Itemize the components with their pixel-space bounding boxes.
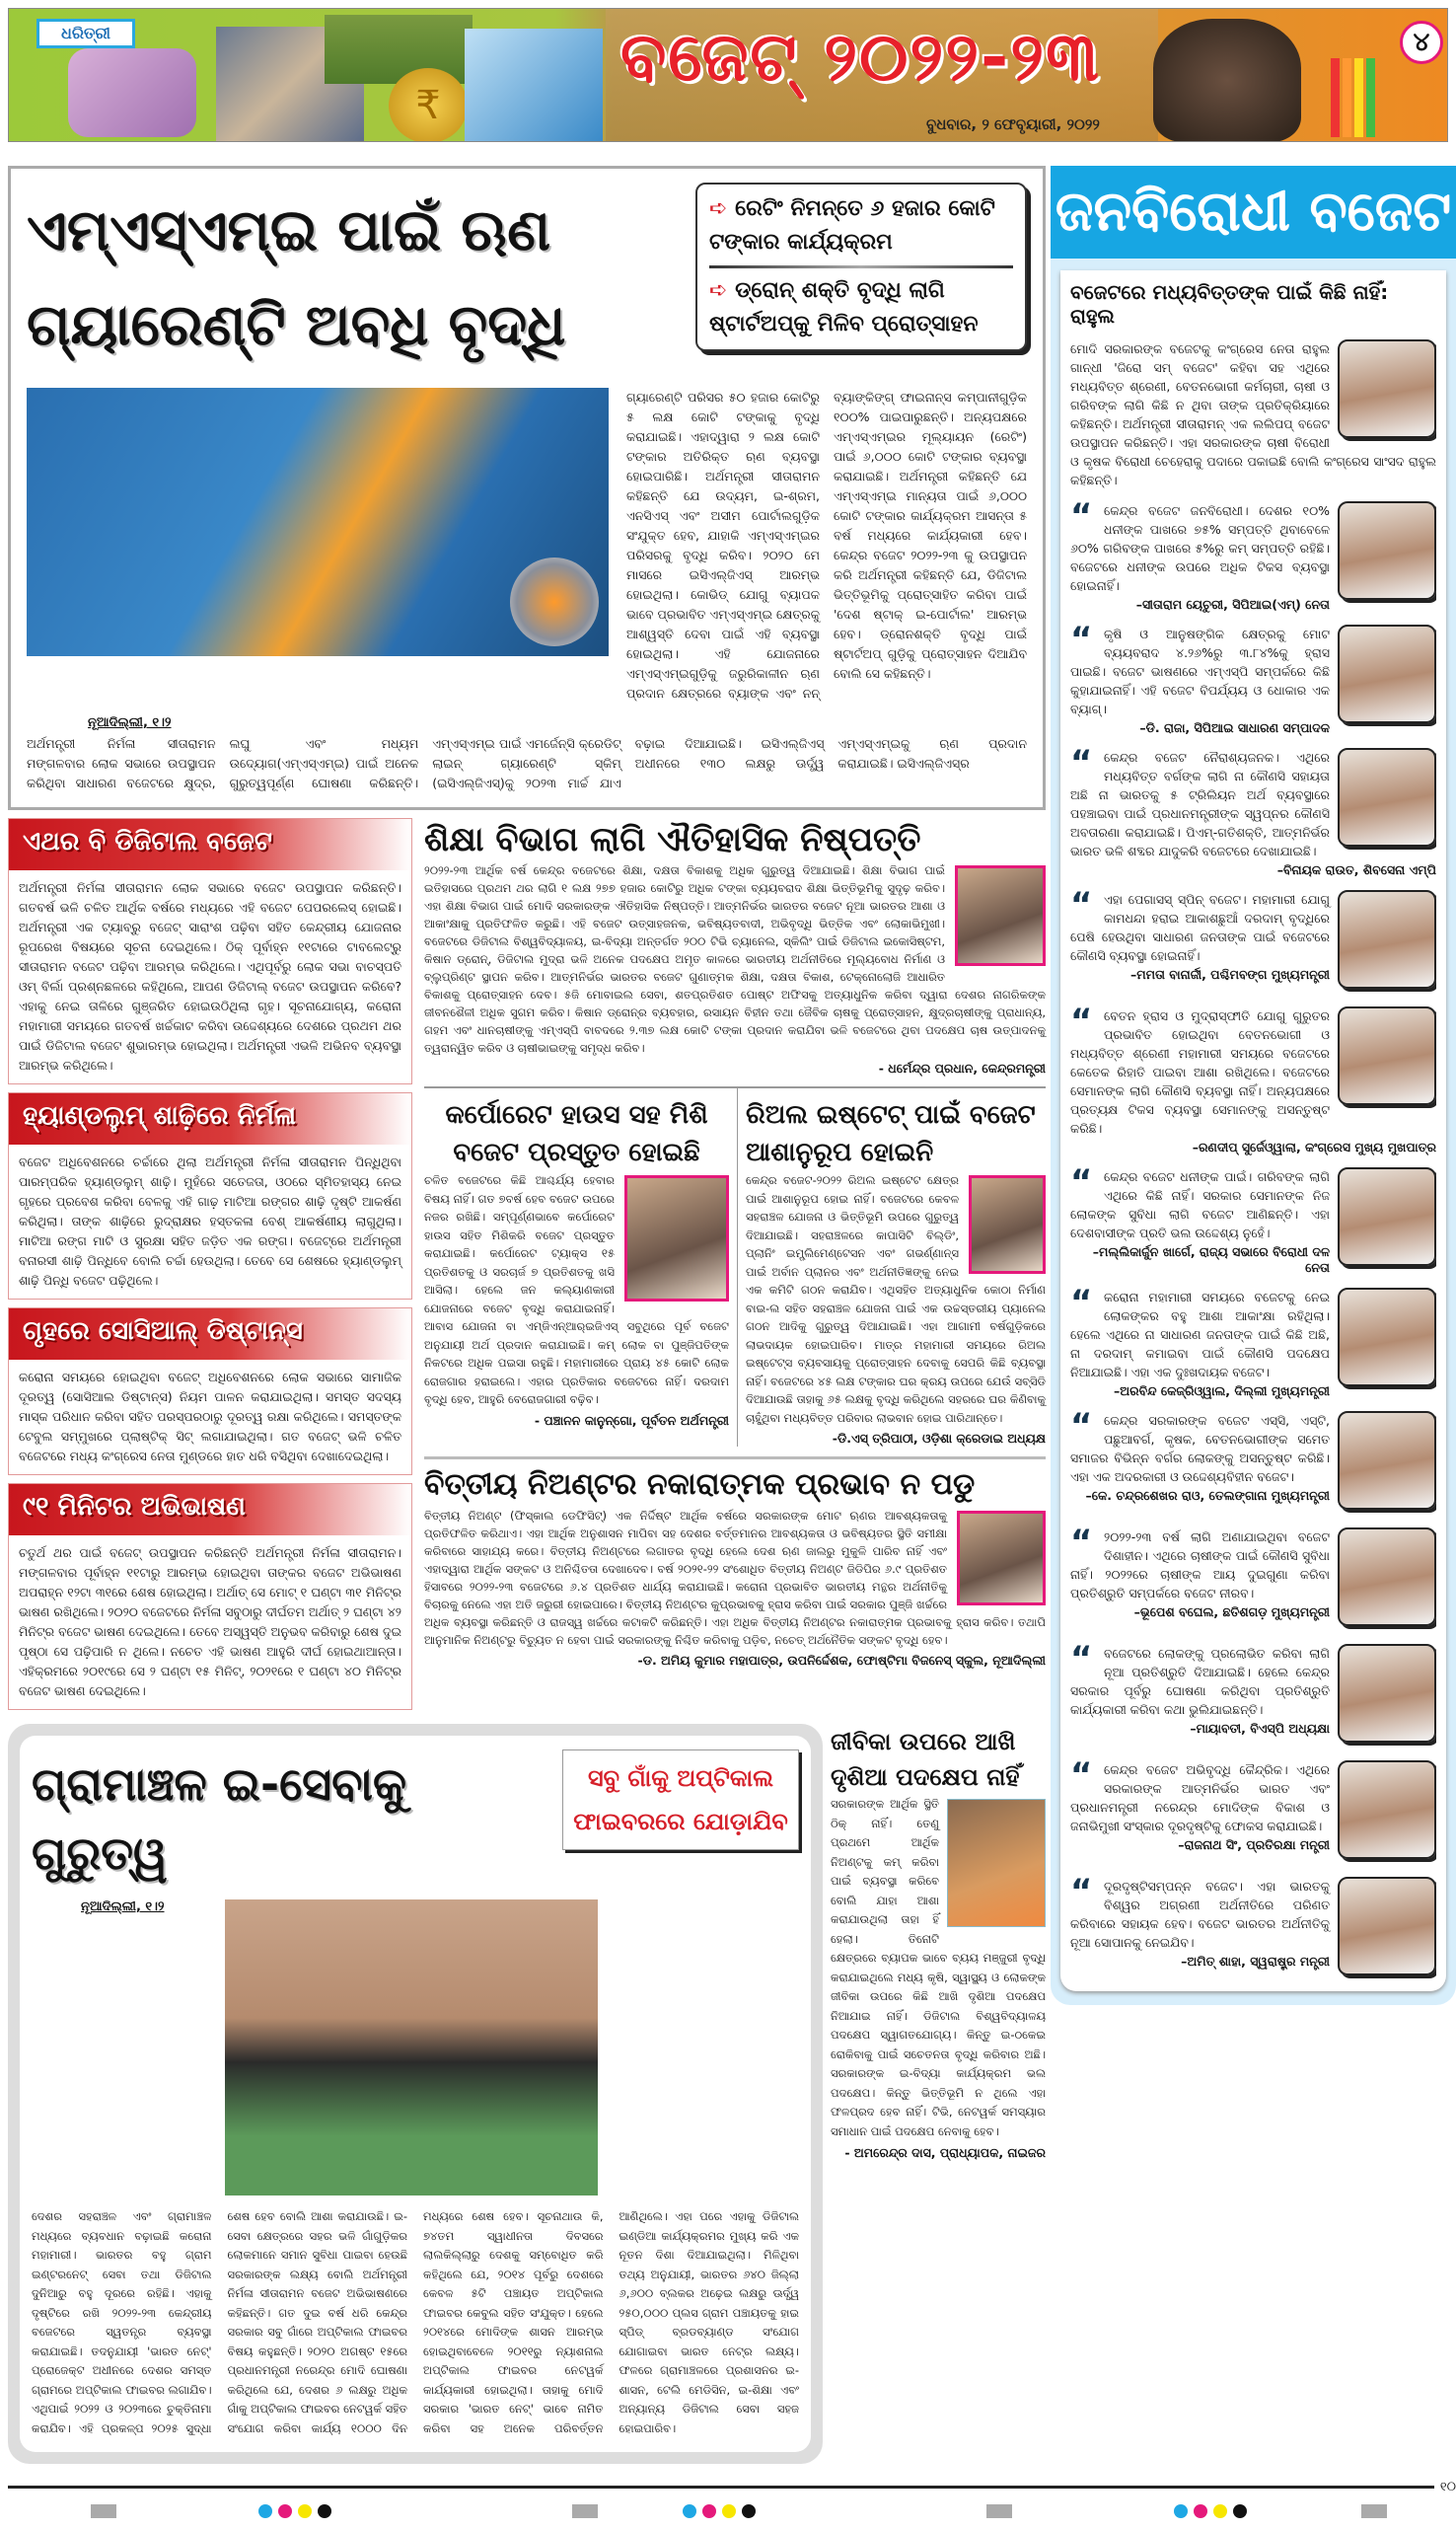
cmyk-dot-black	[742, 2504, 756, 2518]
cmyk-dot-black	[318, 2504, 331, 2518]
registration-mark	[986, 2504, 1012, 2518]
quote-text: ଦୂରଦୃଷ୍ଟିସମ୍ପନ୍ନ ବଜେଟ। ଏହା ଭାରତକୁ ବିଶ୍ୱର ଅଗ୍ରଣୀ ଅର୍ଥନୀତିରେ ପରିଣତ କରିବାରେ ସହାୟକ ହେବ। ବଜେଟ ଭାରତର ଅର୍ଥନୀତିକୁ ନୂଆ ସୋପାନକୁ ନେଇଯିବ।	[1070, 1879, 1330, 1950]
article-headline: ଶିକ୍ଷା ବିଭାଗ ଲାଗି ଐତିହାସିକ ନିଷ୍ପତ୍ତି	[424, 820, 921, 859]
footer-page-number: ୧୦	[1439, 2480, 1456, 2494]
quote-attribution: –ମମତା ବାନାର୍ଜୀ, ପଶ୍ଚିମବଙ୍ଗ ମୁଖ୍ୟମନ୍ତ୍ରୀ	[1130, 967, 1330, 982]
quote-text: କେନ୍ଦ୍ର ବଜେଟ ନୈରାଶ୍ୟଜନକ। ଏଥିରେ ମଧ୍ୟବିତ୍ତ ବର୍ଗଙ୍କ ଲାଗି ନା କୌଣସି ସହାୟତା ଅଛି ନା ଭାରତକୁ ୫ ଟ୍ରିଲିୟନ ଅର୍ଥ ବ୍ୟବସ୍ଥାରେ ପହଞ୍ଚାଇବା ପାଇଁ ପ୍ରଧାନମନ୍ତ୍ରୀଙ୍କ ସ୍ୱପ୍ନର କୌଣସି ଅବତାରଣା କରାଯାଇଛି। ପିଏମ୍-ଗତିଶକ୍ତି, ଆତ୍ମନିର୍ଭର ଭାରତ ଭଳି ଶବ୍ଦର ଯାଦୁକରି ବଜେଟରେ ଦେଖାଯାଇଛି।	[1070, 750, 1330, 858]
rahul-reaction	[1070, 339, 1436, 489]
growth-chart-icon	[1331, 58, 1390, 137]
arrow-right-icon: ➪	[709, 278, 736, 303]
reaction-quote	[1070, 1760, 1436, 1865]
quote-mark-icon: “	[1070, 1411, 1093, 1446]
amiya-mahapatra-photo	[957, 1511, 1046, 1605]
cmyk-dot-yellow	[298, 2504, 312, 2518]
cmyk-dot-cyan	[1174, 2504, 1188, 2518]
byline: - ଅମରେନ୍ଦ୍ର ଦାସ, ପ୍ରାଧ୍ୟାପକ, ନାଇଜର	[844, 2145, 1046, 2160]
quote-attribution: –ସୀତାରାମ ୟେଚୁରୀ, ସିପିଆଇ(ଏମ୍) ନେତା	[1135, 597, 1330, 612]
registration-marks	[0, 2500, 1456, 2530]
section-heading: ହ୍ୟାଣ୍ଡଲୁମ୍ ଶାଢ଼ିରେ ନିର୍ମଳା	[9, 1093, 411, 1145]
byline: - ଧର୍ମେନ୍ଦ୍ର ପ୍ରଧାନ, କେନ୍ଦ୍ରମନ୍ତ୍ରୀ	[878, 1061, 1046, 1076]
bull-image	[1153, 19, 1301, 142]
fiscal-deficit-article	[424, 1456, 1046, 1669]
reaction-quote	[1070, 1006, 1436, 1155]
arrow-right-icon: ➪	[709, 196, 736, 221]
reaction-quote	[1070, 501, 1436, 613]
mamata-photo	[1338, 890, 1436, 989]
page-number-badge: ୪	[1400, 21, 1443, 64]
cmyk-dot-black	[1233, 2504, 1247, 2518]
kharge-photo	[1338, 1167, 1436, 1266]
lead-body-right: ଗ୍ୟାରେଣ୍ଟି ପରିସର ୫୦ ହଜାର କୋଟିରୁ ୫ ଲକ୍ଷ କୋଟି ଟଙ୍କାକୁ ବୃଦ୍ଧି କରାଯାଇଛି। ଏହାଦ୍ୱାରା ୨ ଲକ୍ଷ କୋଟି ଟଙ୍କାର ଅତିରିକ୍ତ ଋଣ ବ୍ୟବସ୍ଥା ହୋଇପାରିଛି। ଅର୍ଥମନ୍ତ୍ରୀ ସୀତାରାମନ କହିଛନ୍ତି ଯେ ଉଦ୍ୟମ, ଇ-ଶ୍ରମ, ଏନସିଏସ୍ ଏବଂ ଅସୀମ ପୋର୍ଟାଲଗୁଡ଼ିକ ସଂଯୁକ୍ତ ହେବ, ଯାହାକି ଏମ୍‌ଏସ୍‌ଏମ୍‌ଇର ପରିସରକୁ ବୃଦ୍ଧି କରିବ। ୨୦୨୦ ମେ ମାସରେ ଇସିଏଲ୍‌ଜିଏସ୍ ଆରମ୍ଭ ହୋଇଥିଲା। କୋଭିଡ୍ ଯୋଗୁ ବ୍ୟାପକ ଭାବେ ପ୍ରଭାବିତ ଏମ୍‌ଏସ୍‌ଏମ୍‌ଇ କ୍ଷେତ୍ରକୁ ଆଶ୍ୱସ୍ତି ଦେବା ପାଇଁ ଏହି ବ୍ୟବସ୍ଥା ହୋଇଥିଲା। ଏହି ଯୋଜନାରେ ଏମ୍‌ଏସ୍‌ଏମ୍‌ଇଗୁଡ଼ିକୁ ଜରୁରିକାଳୀନ ଋଣ ପ୍ରଦାନ କ୍ଷେତ୍ରରେ ବ୍ୟାଙ୍କ ଏବଂ ନନ୍ ବ୍ୟାଙ୍କିଙ୍ଗ୍ ଫାଇନାନ୍ସ କମ୍ପାନୀଗୁଡ଼ିକ ୧୦୦% ପାଇପାରୁଛନ୍ତି। ଅନ୍ୟପକ୍ଷରେ ଏମ୍‌ଏସ୍‌ଏମ୍‌ଇର ମୂଲ୍ୟାୟନ (ରେଟିଂ) ପାଇଁ ୬,୦୦୦ କୋଟି ଟଙ୍କାର ବ୍ୟବସ୍ଥା କରାଯାଇଛି। ଅର୍ଥମନ୍ତ୍ରୀ କହିଛନ୍ତି ଯେ ଏମ୍‌ଏସ୍‌ଏମ୍‌ଇ ମାନ୍ୟତା ପାଇଁ ୬,୦୦୦ କୋଟି ଟଙ୍କାର କାର୍ଯ୍ୟକ୍ରମ ଆସନ୍ତା ୫ ବର୍ଷ ମଧ୍ୟରେ କାର୍ଯ୍ୟକାରୀ ହେବ। କେନ୍ଦ୍ର ବଜେଟ ୨୦୨୨-୨୩ କୁ ଉପସ୍ଥାପନ କରି ଅର୍ଥମନ୍ତ୍ରୀ କହିଛନ୍ତି ଯେ, ଡିଜିଟାଲ ଭିତ୍ତିଭୂମିକୁ ପ୍ରୋତ୍ସାହିତ କରିବା ପାଇଁ 'ଦେଶ ଷ୍ଟାକ୍ ଇ-ପୋର୍ଟାଲ' ଆରମ୍ଭ ହେବ। ଡ୍ରୋନଶକ୍ତି ବୃଦ୍ଧି ପାଇଁ ଷ୍ଟାର୍ଟଅପ୍ ଗୁଡ଼ିକୁ ପ୍ରୋତ୍ସାହନ ଦିଆଯିବ ବୋଲି ସେ କହିଛନ୍ତି।	[626, 390, 1027, 701]
dharmendra-pradhan-photo	[955, 865, 1046, 966]
quote-mark-icon: “	[1070, 1006, 1093, 1041]
article-body: କେନ୍ଦ୍ର ବଜେଟ-୨୦୨୨ ରିଅଲ ଇଷ୍ଟେଟ କ୍ଷେତ୍ର ପାଇଁ ଆଶାନୁରୂପ ହୋଇ ନାହିଁ। ବଜେଟରେ କେବଳ ସହରାଞ୍ଚଳ ଯୋଜନା ଓ ଭିତ୍ତିଭୂମି ଉପରେ ଗୁରୁତ୍ୱ ଦିଆଯାଇଛି। ସହରାଞ୍ଚଳରେ କାପାସିଟି ବିଲ୍ଡିଂ, ପ୍ଲାନିଂ ଇମ୍ପ୍ଲିମେଣ୍ଟେସନ ଏବଂ ଗଭର୍ଣ୍ଣାନ୍ସ ପାଇଁ ଅର୍ବାନ ପ୍ଲାନର ଏବଂ ଅର୍ଥନୀତିଜ୍ଞଙ୍କୁ ନେଇ ଏକ କମିଟି ଗଠନ କରାଯିବ। ଏଥିସହିତ ଅତ୍ୟାଧୁନିକ କୋଠା ନିର୍ମାଣ ବାଇ-ଲ ସହିତ ସହରାଞ୍ଚଳ ଯୋଜନା ପାଇଁ ଏକ ଉଚ୍ଚସ୍ତରୀୟ ପ୍ୟାନେଲ ଗଠନ ଆଦିକୁ ଗୁରୁତ୍ୱ ଦିଆଯାଇଛି। ଏହା ଆଗାମୀ ବର୍ଷଗୁଡ଼ିକରେ ଲାଭଦାୟକ ହୋଇପାରିବ। ମାତ୍ର ମହାମାରୀ ସମୟରେ ରିଅଲ ଇଷ୍ଟେଟ୍ସ ବ୍ୟବସାୟକୁ ପ୍ରୋତ୍ସାହନ ଦେବାକୁ ସେପରି କିଛି ବ୍ୟବସ୍ଥା ନାହିଁ। ବଜେଟରେ ୪୫ ଲକ୍ଷ ଟଙ୍କାର ଘର କ୍ରୟ ଉପରେ ଯେଉଁ ସବ୍‌ସିଡି ଦିଆଯାଉଛି ତାହାକୁ ୬୫ ଲକ୍ଷକୁ ବୃଦ୍ଧି କରିଥିଲେ ସହରରେ ଘର କିଣିବାକୁ ଚାହୁଁଥିବା ମଧ୍ୟବିତ୍ତ ପରିବାର ଲାଭବାନ ହୋଇ ପାରିଥାନ୍ତେ।	[746, 1173, 1046, 1425]
section-body: ଅର୍ଥମନ୍ତ୍ରୀ ନିର୍ମଳା ସୀତାରାମନ ଲୋକ ସଭାରେ ବଜେଟ ଉପସ୍ଥାପନ କରିଛନ୍ତି। ଗତବର୍ଷ ଭଳି ଚଳିତ ଆର୍ଥିକ ବର୍ଷରେ ମଧ୍ୟରେ ଏହି ବଜେଟ ପେପରଲେସ୍ ହୋଇଛି। ଅର୍ଥମନ୍ତ୍ରୀ ଏକ ଟ୍ୟାବ୍‌ରୁ ବଜେଟ୍ ସାରାଂଶ ପଢ଼ିବା ସହିତ କେନ୍ଦ୍ରୀୟ ଯୋଜନାର ରୂପରେଖ ବିଷୟରେ ସୂଚନା ଦେଇଥିଲେ। ଠିକ୍ ପୂର୍ବାହ୍ନ ୧୧ଟାରେ ଟାବଲେଟ୍‌ରୁ ସୀତାରାମନ ବଜେଟ ପଢ଼ିବା ଆରମ୍ଭ କରିଥିଲେ। ଏଥିପୂର୍ବରୁ ଲୋକ ସଭା ବାଚସ୍ପତି ଓମ୍ ବିର୍ଲା ପ୍ରଶ୍ନଛଳରେ କହିଥିଲେ, ଆପଣ ଡିଜିଟାଲ୍ ବଜେଟ ଉପସ୍ଥାପନ କରିବେ? ଏହାକୁ ନେଇ ତାଳିରେ ଗୁଞ୍ଜରିତ ହୋଇଉଠିଥିଲା ଗୃହ। ସୂଚନାଯୋଗ୍ୟ, କରୋନା ମହାମାରୀ ସମୟରେ ଗତବର୍ଷ ଖର୍ଚ୍ଚକାଟ କରିବା ଉଦ୍ଦେଶ୍ୟରେ ଦେଶରେ ପ୍ରଥମ ଥର ପାଇଁ ଡିଜିଟାଲ ବଜେଟ ଶୁଭାରମ୍ଭ ହୋଇଥିଲା। ଅର୍ଥମନ୍ତ୍ରୀ ଏଭଳି ଅଭିନବ ବ୍ୟବସ୍ଥା ଆରମ୍ଭ କରିଥିଲେ।	[19, 880, 401, 1073]
corporate-article	[424, 1088, 738, 1447]
reaction-quote	[1070, 1644, 1436, 1749]
dateline: ନୂଆଦିଲ୍ଲୀ, ୧।୨	[88, 715, 172, 730]
section-body: ବଜେଟ ଅଧିବେଶନରେ ଚର୍ଚ୍ଚାରେ ଥିଲା ଅର୍ଥମନ୍ତ୍ରୀ ନିର୍ମଳା ସୀତାରାମନ ପିନ୍ଧିଥିବା ପାରମ୍ପରିକ ହ୍ୟାଣ୍ଡଲୁମ୍ ଶାଢ଼ି। ମୁହଁରେ ସତେଜତା, ଓଠରେ ସ୍ମିତହାସ୍ୟ ନେଇ ଗୃହରେ ପ୍ରବେଶ କରିବା ବେଳକୁ ଏହି ଗାଢ଼ ମାଟିଆ ରଙ୍ଗର ଶାଢ଼ି ଦୃଷ୍ଟି ଆକର୍ଷଣ କରିଥିଲା। ତାଙ୍କ ଶାଢ଼ିରେ ରୁଦ୍ରାକ୍ଷର ହସ୍ତକଳା ବେଶ୍ ଆକର୍ଷଣୀୟ ଲାଗୁଥିଲା। ମାଟିଆ ରଙ୍ଗ ମାଟି ଓ ସୁରକ୍ଷା ସହିତ ଜଡ଼ିତ ଏକ ରଙ୍ଗ। ବଜେଟ୍‌ରେ ଅର୍ଥମନ୍ତ୍ରୀ ବନାରସୀ ଶାଢ଼ି ପିନ୍ଧିବେ ବୋଲି ଚର୍ଚ୍ଚା ହେଉଥିଲା। ତେବେ ସେ ଶେଷରେ ହ୍ୟାଣ୍ଡଲୁମ୍ ଶାଢ଼ି ପିନ୍ଧି ବଜେଟ ପଢ଼ିଥିଲେ।	[19, 1154, 401, 1288]
issue-date: ବୁଧବାର, ୨ ଫେବୃୟାରୀ, ୨୦୨୨	[926, 115, 1100, 133]
quote-text: କେନ୍ଦ୍ର ବଜେଟ ଅଭିବୃଦ୍ଧି କୈନ୍ଦ୍ରିକ। ଏଥିରେ ସରକାରଙ୍କ ଆତ୍ମନିର୍ଭର ଭାରତ ଏବଂ ପ୍ରଧାନମନ୍ତ୍ରୀ ନରେନ୍ଦ୍ର ମୋଦିଙ୍କ ବିକାଶ ଓ ଜନାଭିମୁଖୀ ସଂସ୍କାର ଦୂରଦୃଷ୍ଟିକୁ ଫୋକସ କରାଯାଇଛି।	[1070, 1762, 1330, 1833]
news-area	[8, 166, 1046, 2464]
quote-text: କେନ୍ଦ୍ର ବଜେଟ ଜନବିରୋଧୀ। ଦେଶର ୧୦% ଧନୀଙ୍କ ପାଖରେ ୭୫% ସମ୍ପତ୍ତି ଥିବାବେଳେ ୬୦% ଗରିବଙ୍କ ପାଖରେ ୫%ରୁ କମ୍ ସମ୍ପତ୍ତି ରହିଛି। ବଜେଟରେ ଧନୀଙ୍କ ଉପରେ ଅଧିକ ଟିକସ ବ୍ୟବସ୍ଥା ହୋଇନାହିଁ।	[1070, 503, 1330, 593]
baghel-photo	[1338, 1527, 1436, 1626]
quote-mark-icon: “	[1070, 1877, 1093, 1911]
byline: - ପଞ୍ଚାନନ କାନୁନ୍‌ଗୋ, ପୂର୍ବତନ ଅର୍ଥମନ୍ତ୍ରୀ	[534, 1412, 729, 1428]
quote-mark-icon: “	[1070, 501, 1093, 536]
raja-photo	[1338, 625, 1436, 723]
rahul-headline: ବଜେଟରେ ମଧ୍ୟବିତ୍ତଙ୍କ ପାଇଁ କିଛି ନାହିଁ: ରାହୁଲ	[1070, 280, 1389, 328]
sidebar-handloom-saree	[8, 1092, 412, 1300]
middle-column	[424, 818, 1046, 1669]
cmyk-dot-yellow	[722, 2504, 736, 2518]
sidebar-digital-budget	[8, 818, 412, 1084]
registration-mark	[1361, 2504, 1387, 2518]
byline: -ଡ. ଅମିୟ କୁମାର ମହାପାତ୍ର, ଉପନିର୍ଦ୍ଦେଶକ, ଫୋଷ୍ଟିମା ବିଜନେସ୍ ସ୍କୁଲ, ନୂଆଦିଲ୍ଲୀ	[637, 1653, 1046, 1668]
article-headline: ବିତ୍ତୀୟ ନିଅଣ୍ଟର ନକାରାତ୍ମକ ପ୍ରଭାବ ନ ପଡୁ	[424, 1467, 976, 1502]
highlight-item: ➪ ରେଟିଂ ନିମନ୍ତେ ୬ ହଜାର କୋଟି ଟଙ୍କାର କାର୍ଯ୍ୟକ୍ରମ	[709, 196, 995, 255]
article-headline: ଜୀବିକା ଉପରେ ଆଖି ଦୃଶିଆ ପଦକ୍ଷେପ ନାହିଁ	[831, 1728, 1020, 1791]
quote-mark-icon: “	[1070, 625, 1093, 659]
article-body: ୨୦୨୨-୨୩ ଆର୍ଥିକ ବର୍ଷ କେନ୍ଦ୍ର ବଜେଟରେ ଶିକ୍ଷା, ଦକ୍ଷତା ବିକାଶକୁ ଅଧିକ ଗୁରୁତ୍ୱ ଦିଆଯାଇଛି। ଶିକ୍ଷା ବିଭାଗ ପାଇଁ ଇତିହାସରେ ପ୍ରଥମ ଥର ଲାଗି ୧ ଲକ୍ଷ ୨୭୭ ହଜାର କୋଟିରୁ ଅଧିକ ଟଙ୍କା ବ୍ୟୟବରାଦ ଶିକ୍ଷା ଭିତ୍ତିଭୂମିକୁ ସୁଦୃଢ଼ କରିବ। ଏହା ଶିକ୍ଷା ବିଭାଗ ପାଇଁ ମୋଦି ସରକାରଙ୍କ ଐତିହାସିକ ନିଷ୍ପତ୍ତି। ଆତ୍ମନିର୍ଭର ଭାରତର ବଜେଟ ନୂଆ ଭାରତର ଆଶା ଓ ଆକାଂକ୍ଷାକୁ ପ୍ରତିଫଳିତ କରୁଛି। ଏହି ବଜେଟ ଉତ୍ସାହଜନକ, ଭବିଷ୍ୟତବାଦୀ, ଅଭିବୃଦ୍ଧି ଭିତ୍ତିକ ଏବଂ ଲୋକାଭିମୁଖୀ। ବଜେଟରେ ଡିଜିଟାଲ ବିଶ୍ୱବିଦ୍ୟାଳୟ, ଇ-ବିଦ୍ୟା ଅନ୍ତର୍ଗତ ୨୦୦ ଟିଭି ଚ୍ୟାନେଲ, ସ୍କିଲିଂ ପାଇଁ ଡିଜିଟାଲ ଇକୋସିଷ୍ଟମ, କିଷାନ ଡ୍ରୋନ୍, ଡିଜିଟାଲ ମୁଦ୍ରା ଭଳି ଅନେକ ପଦକ୍ଷେପ ଅମୃତ କାଳରେ ଭାରତୀୟ ଅର୍ଥନୀତିରେ ମୂଲ୍ୟବୋଧ ନିର୍ମାଣ ଓ ବ୍ଲୁପ୍ରିଣ୍ଟ ସ୍ଥାପନ କରିବ। ଆତ୍ମନିର୍ଭର ଭାରତର ବଜେଟ ଗୁଣାତ୍ମକ ଶିକ୍ଷା, ଦକ୍ଷତା ବିକାଶ, ଟେକ୍ନୋଲୋଜି ଆଧାରିତ ବିକାଶକୁ ପ୍ରୋତ୍ସାହନ ଦେବ। ୫ଜି ମୋବାଇଲ ସେବା, ଶତପ୍ରତିଶତ ପୋଷ୍ଟ ଅଫିସକୁ ଅତ୍ୟାଧୁନିକ କରିବା ଦ୍ୱାରା ଦେଶର ନାଗରିକଙ୍କ ଜୀବନଶୈଳୀ ଅଧିକ ସୁଗମ କରିବ। କିଷାନ ଡ୍ରୋନ୍‌ର ବ୍ୟବହାର, ରସାୟନ ବିହୀନ ତଥା ଜୈବିକ ଚାଷକୁ ପ୍ରୋତ୍ସାହନ, କ୍ଷୁଦ୍ରଚାଷୀଙ୍କୁ ପ୍ରାଧାନ୍ୟ, ଗହମ ଏବଂ ଧାନଚାଷୀଙ୍କୁ ଏମ୍‌ଏସ୍‌ପି ବାବଦରେ ୨.୩୭ ଲକ୍ଷ କୋଟି ଟଙ୍କା ପ୍ରଦାନ କରାଯିବା ଭଳି ବଜେଟରେ ଥିବା ପଦକ୍ଷେପ ଚାଷ ଉତ୍ପାଦନକୁ ତ୍ୱରାନ୍ୱିତ କରିବ ଓ ଚାଷୀଭାଇଙ୍କୁ ସମୃଦ୍ଧ କରିବ।	[424, 863, 1046, 1055]
quote-text: ବଜେଟରେ ଲୋକଙ୍କୁ ପ୍ରଲୋଭିତ କରିବା ଲାଗି ନୂଆ ପ୍ରତିଶ୍ରୁତି ଦିଆଯାଇଛି। ହେଲେ କେନ୍ଦ୍ର ସରକାର ପୂର୍ବରୁ ଘୋଷଣା କରିଥିବା ପ୍ରତିଶ୍ରୁତି କାର୍ଯ୍ୟକାରୀ କରିବା କଥା ଭୁଲିଯାଇଛନ୍ତି।	[1070, 1646, 1330, 1717]
reaction-quote	[1070, 1288, 1436, 1399]
reactions-card	[1060, 270, 1446, 1991]
article-body: ବିତ୍ତୀୟ ନିଅଣ୍ଟ (ଫିସ୍‌କାଲ ଡେଫିସିଟ୍) ଏକ ନିର୍ଦ୍ଦିଷ୍ଟ ଆର୍ଥିକ ବର୍ଷରେ ସରକାରଙ୍କ ମୋଟ ଋଣର ଆବଶ୍ୟକତାକୁ ପ୍ରତିଫଳିତ କରିଥାଏ। ଏହା ଆର୍ଥିକ ଅନୁଶାସନ ମାପିବା ସହ ଦେଶର ବର୍ତ୍ତମାନର ଆବଶ୍ୟକତା ଓ ଭବିଷ୍ୟତର ସ୍ଥିତି ସମୀକ୍ଷା କରିବାରେ ସାହାଯ୍ୟ କରେ। ବିତ୍ତୀୟ ନିଅଣ୍ଟରେ ଲଗାତର ବୃଦ୍ଧି ହେଲେ ଦେଶ ଋଣ ଜାଲରୁ ମୁକୁଳି ପାରିବ ନାହିଁ ଏବଂ ଏହାଦ୍ୱାରା ଆର୍ଥିକ ସଙ୍କଟ ଓ ଅନିଶ୍ଚିତତା ଦେଖାଦେବ। ବର୍ଷ ୨୦୨୧-୨୨ ସଂଶୋଧିତ ବିତ୍ତୀୟ ନିଅଣ୍ଟ ଜିଡିପିର ୬.୯ ପ୍ରତିଶତ ହିସାବରେ ୨୦୨୨-୨୩ ବଜେଟରେ ୬.୪ ପ୍ରତିଶତ ଧାର୍ଯ୍ୟ କରାଯାଇଛି। କରୋନା ପ୍ରଭାବିତ ଭାରତୀୟ ମନ୍ଥର ଅର୍ଥନୀତିକୁ ବିଚାରକୁ ନେଲେ ଏହା ଅତି ଜରୁରୀ ହୋଇପାରେ। ବିତ୍ତୀୟ ନିଅଣ୍ଟର କୁପ୍ରଭାବକୁ ହ୍ରାସ କରିବା ପାଇଁ ସରକାର ପୁଞ୍ଜି ଖର୍ଚ୍ଚରେ ଅଧିକ ବ୍ୟବସ୍ଥା କରିଛନ୍ତି ଓ ରାଜସ୍ୱ ଖର୍ଚ୍ଚରେ କଟାକଟି କରିଛନ୍ତି। ଏହା ଅଧିକ ବିତ୍ତୀୟ ନିଅଣ୍ଟର ନକାରାତ୍ମକ ପ୍ରଭାବକୁ ହ୍ରାସ କରିବ। ତଥାପି ଆନୁମାନିକ ନିଅଣ୍ଟରୁ ବିଚ୍ୟୁତ ନ ହେବା ପାଇଁ ସରକାରଙ୍କୁ ନିଶ୍ଚିତ କରିବାକୁ ପଡ଼ିବ, ନଚେତ୍ ଅର୍ଥନୈତିକ ସଙ୍କଟ ବୃଦ୍ଧି ହେବ।	[424, 1509, 1046, 1647]
quote-attribution: –ବିନାୟକ ରାଉତ, ଶିବସେନା ଏମ୍‌ପି	[1276, 862, 1436, 877]
rural-eservices-article	[8, 1724, 823, 2464]
kejriwal-photo	[1338, 1288, 1436, 1386]
newspaper-logo: ଧରିତ୍ରୀ	[36, 19, 135, 48]
panchanan-kanungo-photo	[624, 1175, 729, 1302]
surjewala-photo	[1338, 1006, 1436, 1105]
woman-with-phone-photo	[225, 1899, 598, 2195]
article-headline: କର୍ପୋରେଟ ହାଉସ ସହ ମିଶି ବଜେଟ ପ୍ରସ୍ତୁତ ହୋଇଛି	[445, 1100, 708, 1167]
section-heading: ଗୃହରେ ସୋସିଆଲ୍ ଡିଷ୍ଟାନ୍ସ	[9, 1308, 411, 1360]
money-roll-image	[68, 48, 196, 137]
masthead-banner	[8, 8, 1448, 142]
column-heading: ଜନବିରୋଧୀ ବଜେଟ	[1051, 166, 1456, 259]
article-body: ଦେଶର ସହରାଞ୍ଚଳ ଏବଂ ଗ୍ରାମାଞ୍ଚଳ ମଧ୍ୟରେ ବ୍ୟବଧାନ ବଢ଼ାଇଛି କରୋନା ମହାମାରୀ। ଭାରତର ବହୁ ଗ୍ରାମ ଇଣ୍ଟରନେଟ୍ ସେବା ତଥା ଡିଜିଟାଲ ଦୁନିଆରୁ ବହୁ ଦୂରରେ ରହିଛି। ଏହାକୁ ଦୃଷ୍ଟିରେ ରଖି ୨୦୨୨-୨୩ କେନ୍ଦ୍ରୀୟ ବଜେଟରେ ସ୍ୱତନ୍ତ୍ର ବ୍ୟବସ୍ଥା କରାଯାଇଛି। ତଦନୁଯାୟୀ 'ଭାରତ ନେଟ୍' ପ୍ରୋଜେକ୍ଟ ଅଧୀନରେ ଦେଶର ସମସ୍ତ ଗ୍ରାମରେ ଅପ୍ଟିକାଲ ଫାଇବର ଲଗାଯିବ। ଏଥିପାଇଁ ୨୦୨୨ ଓ ୨୦୨୩ରେ ଚୁକ୍ତିନାମା କରାଯିବ। ଏହି ପ୍ରକଳ୍ପ ୨୦୨୫ ସୁଦ୍ଧା ଶେଷ ହେବ ବୋଲି ଆଶା କରାଯାଉଛି। ଇ-ସେବା କ୍ଷେତ୍ରରେ ସହର ଭଳି ଗାଁଗୁଡ଼ିକର ଲୋକମାନେ ସମାନ ସୁବିଧା ପାଇବା ହେଉଛି ସରକାରଙ୍କ ଲକ୍ଷ୍ୟ ବୋଲି ଅର୍ଥମନ୍ତ୍ରୀ ନିର୍ମଳା ସୀତାରାମନ ବଜେଟ ଅଭିଭାଷଣରେ କହିଛନ୍ତି। ଗତ ଦୁଇ ବର୍ଷ ଧରି କେନ୍ଦ୍ର ସରକାର ସବୁ ଗାଁରେ ଅପ୍ଟିକାଲ ଫାଇବର ବିଷୟ କହୁଛନ୍ତି। ୨୦୨୦ ଅଗଷ୍ଟ ୧୫ରେ ପ୍ରଧାନମନ୍ତ୍ରୀ ନରେନ୍ଦ୍ର ମୋଦି ଘୋଷଣା କରିଥିଲେ ଯେ, ଦେଶର ୬ ଲକ୍ଷରୁ ଅଧିକ ଗାଁକୁ ଅପ୍ଟିକାଲ ଫାଇବର ନେଟୱର୍କ ସହିତ ସଂଯୋଗ କରିବା କାର୍ଯ୍ୟ ୧୦୦୦ ଦିନ ମଧ୍ୟରେ ଶେଷ ହେବ। ସୂଚନାଥାଉ କି, ୭୪ତମ ସ୍ୱାଧୀନତା ଦିବସରେ ଲାଲକିଲ୍ଲାରୁ ଦେଶକୁ ସମ୍ବୋଧିତ କରି କହିଥିଲେ ଯେ, ୨୦୧୪ ପୂର୍ବରୁ ଦେଶରେ କେବଳ ୫ଟି ପଞ୍ଚାୟତ ଅପ୍ଟିକାଲ ଫାଇବର କେବୁଲ ସହିତ ସଂଯୁକ୍ତ। ହେଲେ ୨୦୧୪ରେ ମୋଦିଙ୍କ ଶାସନ ଆରମ୍ଭ ହୋଇଥିବାବେଳେ ୨୦୧୧ରୁ ନ୍ୟାଶନାଲ ଅପ୍ଟିକାଲ ଫାଇବର ନେଟୱର୍କ କାର୍ଯ୍ୟକାରୀ ହୋଇଥିଲା। ତାହାକୁ ମୋଦି ସରକାର 'ଭାରତ ନେଟ୍' ଭାବେ ନାମିତ କରିବା ସହ ଅନେକ ପରିବର୍ତ୍ତନ ଆଣିଥିଲେ। ଏହା ପରେ ଏହାକୁ ଡିଜିଟାଲ ଇଣ୍ଡିଆ କାର୍ଯ୍ୟକ୍ରମର ମୁଖ୍ୟ କରି ଏକ ନୂତନ ଦିଶା ଦିଆଯାଇଥିଲା। ମିଳିଥିବା ତଥ୍ୟ ଅନୁଯାୟୀ, ଭାରତର ୬୪୦ ଜିଲ୍ଲା ୬,୬୦୦ ବ୍ଲକର ଅଢ଼େଇ ଲକ୍ଷରୁ ଊର୍ଦ୍ଧ୍ୱ ୨୫୦,୦୦୦ ପ୍ଲସ ଗ୍ରାମ ପଞ୍ଚାୟତକୁ ହାଇ ସ୍ପିଡ୍ ବ୍ରଡବ୍ୟାଣ୍ଡ ସଂଯୋଗ ଯୋଗାଇବା ଭାରତ ନେଟ୍‌ର ଲକ୍ଷ୍ୟ। ଫଳରେ ଗ୍ରାମାଞ୍ଚଳରେ ପ୍ରଶାସନର ଇ-ଶାସନ, ଟେଲି ମେଡିସିନ, ଇ-ଶିକ୍ଷା ଏବଂ ଅନ୍ୟାନ୍ୟ ଡିଜିଟାଲ ସେବା ସହଜ ହୋଇପାରିବ।	[32, 2209, 799, 2435]
quote-mark-icon: “	[1070, 1760, 1093, 1795]
sidebar-91-minutes	[8, 1483, 412, 1710]
cmyk-dot-yellow	[1213, 2504, 1227, 2518]
quote-mark-icon: “	[1070, 1527, 1093, 1562]
section-body: କରୋନା ସମୟରେ ହୋଇଥିବା ବଜେଟ୍ ଅଧିବେଶନରେ ଲୋକ ସଭାରେ ସାମାଜିକ ଦୂରତ୍ୱ (ସୋସିଆଲ ଡିଷ୍ଟାନ୍ସ) ନିୟମ ପାଳନ କରାଯାଇଥିଲା। ସମସ୍ତ ସଦସ୍ୟ ମାସ୍କ ପରିଧାନ କରିବା ସହିତ ପରସ୍ପରଠାରୁ ଦୂରତ୍ୱ ରକ୍ଷା କରିଥିଲେ। ସମସ୍ତଙ୍କ ଟେବୁଲ ସମ୍ମୁଖରେ ପ୍ଲାଷ୍ଟିକ୍ ସିଟ୍ ଲଗାଯାଇଥିଲା। ଗତ ବଜେଟ୍ ଭଳି ଚଳିତ ବଜେଟରେ ମଧ୍ୟ କଂଗ୍ରେସ ନେତା ମୁଣ୍ଡରେ ହାତ ଧରି ବସିଥିବା ଦେଖାଦେଇଥିଲା।	[19, 1370, 401, 1463]
reaction-text: ମୋଦି ସରକାରଙ୍କ ବଜେଟକୁ କଂଗ୍ରେସ ନେତା ରାହୁଲ ଗାନ୍ଧୀ 'ଜିରୋ ସମ୍ ବଜେଟ' କହିବା ସହ ଏଥିରେ ମଧ୍ୟବିତ୍ତ ଶ୍ରେଣୀ, ବେତନଭୋଗୀ କର୍ମଚାରୀ, ଚାଷୀ ଓ ଗରିବଙ୍କ ଲାଗି କିଛି ନ ଥିବା ତାଙ୍କ ପ୍ରତିକ୍ରିୟାରେ କହିଛନ୍ତି। ଅର୍ଥମନ୍ତ୍ରୀ ସୀତାରାମନ୍ ଏକ ଲଲିପପ୍ ବଜେଟ ଉପସ୍ଥାପନ କରିଛନ୍ତି। ଏହା ସରକାରଙ୍କ ଚାଷୀ ବିରୋଧୀ ଓ କୃଷକ ବିରୋଧୀ ଚେହେରାକୁ ପଦାରେ ପକାଇଛି ବୋଲି କଂଗ୍ରେସ ସାଂସଦ ରାହୁଲ କହିଛନ୍ତି।	[1070, 341, 1436, 487]
left-sidebar	[8, 818, 412, 1710]
divider	[709, 265, 1013, 268]
page-body	[8, 166, 1456, 2464]
gears-icon	[510, 558, 599, 646]
livelihood-article	[831, 1724, 1046, 2161]
section-heading: ଏଥର ବି ଡିଜିଟାଲ ବଜେଟ	[9, 819, 411, 870]
raut-photo	[1338, 748, 1436, 847]
amit-shah-photo	[1338, 1877, 1436, 1975]
education-article	[424, 818, 1046, 1077]
reaction-quote	[1070, 1167, 1436, 1276]
quote-mark-icon: “	[1070, 890, 1093, 925]
highlight-item: ➪ ଡ୍ରୋନ୍ ଶକ୍ତି ବୃଦ୍ଧି ଲାଗି ଷ୍ଟାର୍ଟଅପ୍‌କୁ ମିଳିବ ପ୍ରୋତ୍ସାହନ	[709, 278, 979, 336]
quote-attribution: –ଭୂପେଶ ବଘେଲ, ଛତିଶଗଡ଼ ମୁଖ୍ୟମନ୍ତ୍ରୀ	[1133, 1604, 1330, 1619]
byline: -ଡି.ଏସ୍ ତ୍ରିପାଠୀ, ଓଡ଼ିଶା କ୍ରେଡାଇ ଅଧ୍ୟକ୍ଷ	[832, 1431, 1046, 1446]
ds-tripathy-photo	[969, 1175, 1046, 1274]
quote-attribution: –ଡି. ରାଜା, ସିପିଆଇ ସାଧାରଣ ସମ୍ପାଦକ	[1139, 720, 1330, 735]
lead-body: ଅର୍ଥମନ୍ତ୍ରୀ ନିର୍ମଳା ସୀତାରାମନ ମଙ୍ଗଳବାର ଲୋକ ସଭାରେ ଉପସ୍ଥାପନ କରିଥିବା ସାଧାରଣ ବଜେଟରେ କ୍ଷୁଦ୍ର, ଲଘୁ ଏବଂ ମଧ୍ୟମ ଉଦ୍ୟୋଗ(ଏମ୍‌ଏସ୍‌ଏମ୍‌ଇ) ପାଇଁ ଅନେକ ଗୁରୁତ୍ୱପୂର୍ଣ୍ଣ ଘୋଷଣା କରିଛନ୍ତି। ଏମ୍‌ଏସ୍‌ଏମ୍‌ଇ ପାଇଁ ଏମର୍ଜେନ୍ସି କ୍ରେଡିଟ୍ ଲାଇନ୍ ଗ୍ୟାରେଣ୍ଟି ସ୍କିମ୍ (ଇସିଏଲ୍‌ଜିଏସ୍)କୁ ୨୦୨୩ ମାର୍ଚ୍ଚ ଯାଏ ବଢ଼ାଇ ଦିଆଯାଇଛି। ଇସିଏଲ୍‌ଜିଏସ୍ ଅଧୀନରେ ୧୩୦ ଲକ୍ଷରୁ ଊର୍ଦ୍ଧ୍ୱ ଏମ୍‌ଏସ୍‌ଏମ୍‌ଇକୁ ଋଣ ପ୍ରଦାନ କରାଯାଇଛି। ଇସିଏଲ୍‌ଜିଏସ୍‌ର	[27, 736, 1027, 790]
quote-attribution: –କେ. ଚନ୍ଦ୍ରଶେଖର ରାଓ, ତେଲଙ୍ଗାନା ମୁଖ୍ୟମନ୍ତ୍ରୀ	[1085, 1488, 1330, 1503]
mayawati-photo	[1338, 1644, 1436, 1743]
section-heading: ୯୧ ମିନିଟର ଅଭିଭାଷଣ	[9, 1484, 411, 1535]
quote-text: କେନ୍ଦ୍ର ବଜେଟ ଧନୀଙ୍କ ପାଇଁ। ଗରିବଙ୍କ ଲାଗି ଏଥିରେ କିଛି ନାହିଁ। ସରକାର ସେମାନଙ୍କ ନିଜ ଲୋକଙ୍କ ସୁବିଧା ଲାଗି ବଜେଟ ଆଣିଛନ୍ତି। ଏହା ଦେଶବାସୀଙ୍କ ପ୍ରତି ଭଲ ଉଦ୍ଦେଶ୍ୟ ନୁହେଁ।	[1070, 1169, 1330, 1240]
cmyk-dot-magenta	[278, 2504, 292, 2518]
rupee-coin-icon: ₹	[389, 68, 468, 142]
article-body: ଚଳିତ ବଜେଟରେ କିଛି ଆଶ୍ଚର୍ଯ୍ୟ ହେବାର ବିଷୟ ନାହିଁ। ଗତ ୭ବର୍ଷ ହେବ ବଜେଟ ଉପରେ ନଜର ରଖିଛି। ସମ୍ପୂର୍ଣ୍ଣଭାବେ କର୍ପୋରେଟ ହାଉସ ସହିତ ମିଶିକରି ବଜେଟ ପ୍ରସ୍ତୁତ କରାଯାଇଛି। କର୍ପୋରେଟ ଟ୍ୟାକ୍ସ ୧୫ ପ୍ରତିଶତକୁ ଓ ସରଚାର୍ଜ ୭ ପ୍ରତିଶତକୁ ଖସି ଆସିଲା। ହେଲେ ଜନ କଲ୍ୟାଣକାରୀ ଯୋଜନାରେ ବଜେଟ ବୃଦ୍ଧି କରାଯାଇନାହିଁ। ଆବାସ ଯୋଜନା ବା ଏମ୍‌ଜିଏନ୍‌ଆର୍‌ଇଜିଏସ୍ ସବୁଥିରେ ପୂର୍ବ ବଜେଟ ଅନୁଯାୟୀ ଅର୍ଥ ପ୍ରଦାନ କରାଯାଇଛି। କମ୍ ଲୋକ ବା ପୁଞ୍ଜିପତିଙ୍କ ନିକଟରେ ଅଧିକ ପଇସା ରହୁଛି। ମହାମାରୀରେ ପ୍ରାୟ ୪୫ କୋଟି ଲୋକ ରୋଜଗାର ହରାଇଲେ। ଏହାର ପ୍ରତିକାର ବଜେଟରେ ନାହିଁ। ଦରଦାମ ବୃଦ୍ଧି ହେବ, ଆହୁରି ବେରୋଜଗାରୀ ବଢ଼ିବ।	[424, 1173, 729, 1406]
amarendra-das-photo	[947, 1799, 1046, 1927]
footer-rule	[8, 2486, 1434, 2489]
quote-attribution: –ମଲ୍ଲିକାର୍ଜୁନ ଖାର୍ଗେ, ରାଜ୍ୟ ସଭାରେ ବିରୋଧୀ ଦଳ ନେତା	[1092, 1244, 1330, 1275]
kcr-photo	[1338, 1411, 1436, 1510]
yechury-photo	[1338, 501, 1436, 600]
quote-attribution: –ଅମିତ୍ ଶାହା, ସ୍ୱରାଷ୍ଟ୍ର ମନ୍ତ୍ରୀ	[1181, 1954, 1330, 1969]
lead-headline: ଏମ୍‌ଏସ୍‌ଏମ୍‌ଇ ପାଇଁ ଋଣ ଗ୍ୟାରେଣ୍ଟି ଅବଧି ବୃଦ୍ଧି	[27, 196, 566, 358]
cmyk-dot-cyan	[258, 2504, 272, 2518]
sidebar-social-distance	[8, 1307, 412, 1475]
banner-title: ବଜେଟ୍ ୨୦୨୨-୨୩	[620, 19, 1101, 97]
quote-text: ଏହା ପେଗାସସ୍ ସ୍ପିନ୍ ବଜେଟ। ମହାମାରୀ ଯୋଗୁ କାମଧନ୍ଦା ହରାଇ ଆକାଶଛୁଆଁ ଦରଦାମ୍ ବୃଦ୍ଧିରେ ପେଷି ହେଉଥିବା ସାଧାରଣ ଜନତାଙ୍କ ପାଇଁ ବଜେଟରେ କୌଣସି ବ୍ୟବସ୍ଥା ହୋଇନାହିଁ।	[1070, 892, 1330, 963]
realty-article	[738, 1088, 1046, 1447]
cmyk-dot-magenta	[702, 2504, 716, 2518]
highlights-box	[695, 183, 1027, 351]
reaction-quote	[1070, 1411, 1436, 1516]
section-body: ଚତୁର୍ଥ ଥର ପାଇଁ ବଜେଟ୍ ଉପସ୍ଥାପନ କରିଛନ୍ତି ଅର୍ଥମନ୍ତ୍ରୀ ନିର୍ମଳା ସୀତାରାମନ। ମଙ୍ଗଳବାର ପୂର୍ବାହ୍ନ ୧୧ଟାରୁ ଆରମ୍ଭ ହୋଇଥିବା ତାଙ୍କର ବଜେଟ ଅଭିଭାଷଣ ଅପରାହ୍ନ ୧୨ଟା ୩୧ରେ ଶେଷ ହୋଇଥିଲା। ଅର୍ଥାତ୍ ସେ ମୋଟ୍ ୧ ଘଣ୍ଟା ୩୧ ମିନିଟ୍‌ର ଭାଷଣ ରଖିଥିଲେ। ୨୦୨୦ ବଜେଟରେ ନିର୍ମଳା ସବୁଠାରୁ ଦୀର୍ଘତମ ଅର୍ଥାତ୍ ୨ ଘଣ୍ଟା ୪୨ ମିନିଟ୍‌ର ବଜେଟ ଭାଷଣ ଦେଇଥିଲେ। ତେବେ ଅସ୍ୱସ୍ତି ଅନୁଭବ କରିବାରୁ ଶେଷ ଦୁଇ ପୃଷ୍ଠା ସେ ପଢ଼ିପାରି ନ ଥିଲେ। ନଚେତ ଏହି ଭାଷଣ ଆହୁରି ଦୀର୍ଘ ହୋଇଥାଆନ୍ତା। ଏହିକ୍ରମରେ ୨୦୧୯ରେ ସେ ୨ ଘଣ୍ଟା ୧୫ ମିନିଟ୍, ୨୦୨୧ରେ ୧ ଘଣ୍ଟା ୪୦ ମିନିଟ୍‌ର ବଜେଟ ଭାଷଣ ଦେଇଥିଲେ।	[19, 1545, 401, 1698]
cmyk-dot-cyan	[683, 2504, 696, 2518]
quote-text: କେନ୍ଦ୍ର ସରକାରଙ୍କ ବଜେଟ ଏସ୍‌ସି, ଏସ୍‌ଟି, ପଛୁଆବର୍ଗ, କୃଷକ, ବେତନଭୋଗୀଙ୍କ ସମେତ ସମାଜର ବିଭିନ୍ନ ବର୍ଗର ଲୋକଙ୍କୁ ଅସନ୍ତୁଷ୍ଟ କରିଛି। ଏହା ଏକ ଅଦରକାରୀ ଓ ଉଦ୍ଦେଶ୍ୟବିହୀନ ବଜେଟ।	[1070, 1413, 1330, 1484]
reaction-quote	[1070, 1527, 1436, 1632]
quote-text: କରୋନା ମହାମାରୀ ସମୟରେ ବଜେଟକୁ ନେଇ ଲୋକଙ୍କର ବହୁ ଆଶା ଆକାଂକ୍ଷା ରହିଥିଲା। ହେଲେ ଏଥିରେ ନା ସାଧାରଣ ଜନତାଙ୍କ ପାଇଁ କିଛି ଅଛି, ନା ଦରଦାମ୍ କମାଇବା ପାଇଁ କୌଣସି ପଦକ୍ଷେପ ନିଆଯାଇଛି। ଏହା ଏକ ଦୁଃଖଦାୟକ ବଜେଟ।	[1070, 1290, 1330, 1379]
farm-image	[325, 15, 473, 84]
quote-attribution: –ରାଜନାଥ ସିଂ, ପ୍ରତିରକ୍ଷା ମନ୍ତ୍ରୀ	[1178, 1837, 1330, 1852]
article-body: ସରକାରଙ୍କ ଆର୍ଥିକ ସ୍ଥିତି ଠିକ୍ ନାହିଁ। ତେଣୁ ପ୍ରଥମେ ଆର୍ଥିକ ନିଅଣ୍ଟକୁ କମ୍ କରିବା ପାଇଁ ବ୍ୟବସ୍ଥା କରିବେ ବୋଲି ଯାହା ଆଶା କରାଯାଉଥିଲା ତାହା ହିଁ ହେଲା। ତିନୋଟି କ୍ଷେତ୍ରରେ ବ୍ୟାପକ ଭାବେ ବ୍ୟୟ ମଞ୍ଜୁରୀ ବୃଦ୍ଧି କରାଯାଇଥିଲେ ମଧ୍ୟ କୃଷି, ସ୍ୱାସ୍ଥ୍ୟ ଓ ଲୋକଙ୍କ ଜୀବିକା ଉପରେ କିଛି ଆଖି ଦୃଶିଆ ପଦକ୍ଷେପ ନିଆଯାଇ ନାହିଁ। ଡିଜିଟାଲ ବିଶ୍ୱବିଦ୍ୟାଳୟ ପଦକ୍ଷେପ ସ୍ୱାଗତଯୋଗ୍ୟ। କିନ୍ତୁ ଇ-ଠକେଇ ରୋକିବାକୁ ପାଇଁ ସଚେତନତା ବୃଦ୍ଧି କରିବାର ଅଛି। ସରକାରଙ୍କ ଇ-ବିଦ୍ୟା କାର୍ଯ୍ୟକ୍ରମ ଭଲ ପଦକ୍ଷେପ। କିନ୍ତୁ ଭିତ୍ତିଭୂମି ନ ଥିଲେ ଏହା ଫଳପ୍ରଦ ହେବ ନାହିଁ। ଟିଭି, ନେଟୱର୍କ ସମସ୍ୟାର ସମାଧାନ ପାଇଁ ପଦକ୍ଷେପ ନେବାକୁ ହେବ।	[831, 1797, 1046, 2138]
lead-article	[8, 166, 1046, 810]
quote-attribution: –ଅରବିନ୍ଦ କେଜ୍‌ରିଓ୍ୱାଲ, ଦିଲ୍ଲୀ ମୁଖ୍ୟମନ୍ତ୍ରୀ	[1114, 1383, 1330, 1398]
reaction-quote	[1070, 748, 1436, 878]
medical-tech-image	[465, 29, 603, 142]
reaction-quote	[1070, 890, 1436, 995]
quote-attribution: –ରଣଦୀପ୍ ସୁର୍ଜେଓ୍ୱାଲା, କଂଗ୍ରେସ ମୁଖ୍ୟ ମୁଖପାତ୍ର	[1192, 1140, 1436, 1154]
article-headline: ରିଅଲ ଇଷ୍ଟେଟ୍ ପାଇଁ ବଜେଟ ଆଶାନୁରୂପ ହୋଇନି	[746, 1100, 1036, 1167]
quote-attribution: –ମାୟାବତୀ, ବିଏସ୍‌ପି ଅଧ୍ୟକ୍ଷା	[1190, 1721, 1330, 1736]
registration-mark	[91, 2504, 116, 2518]
cmyk-dot-magenta	[1194, 2504, 1207, 2518]
factory-worker-photo	[27, 388, 609, 656]
quote-text: ବେତନ ହ୍ରାସ ଓ ମୁଦ୍ରାସ୍ଫୀତି ଯୋଗୁ ଗୁରୁତର ପ୍ରଭାବିତ ହୋଇଥିବା ବେତନଭୋଗୀ ଓ ମଧ୍ୟବିତ୍ତ ଶ୍ରେଣୀ ମହାମାରୀ ସମୟରେ ବଜେଟରେ କେତେକ ରିହାତି ପାଇବା ଆଶା ରଖିଥିଲେ। ବଜେଟରେ ସେମାନଙ୍କ ଲାଗି କୌଣସି ବ୍ୟବସ୍ଥା ନାହିଁ। ଅନ୍ୟପକ୍ଷରେ ପ୍ରତ୍ୟକ୍ଷ ଟିକସ ବ୍ୟବସ୍ଥା ସେମାନଙ୍କୁ ଅସନ୍ତୁଷ୍ଟ କରିଛି।	[1070, 1008, 1330, 1136]
quote-mark-icon: “	[1070, 1288, 1093, 1322]
quote-text: କୃଷି ଓ ଆନୁଷଙ୍ଗିକ କ୍ଷେତ୍ରକୁ ମୋଟ ବ୍ୟୟବରାଦ ୪.୨୬%ରୁ ୩.୮୪%କୁ ହ୍ରାସ ପାଇଛି। ବଜେଟ ଭାଷଣରେ ଏମ୍‌ଏସ୍‌ପି ସମ୍ପର୍କରେ କିଛି କୁହାଯାଇନାହିଁ। ଏହି ବଜେଟ ବିପର୍ଯ୍ୟୟ ଓ ଧୋକାର ଏକ ବ୍ୟାଗ୍।	[1070, 627, 1330, 716]
footer	[8, 2480, 1456, 2494]
quote-list	[1070, 501, 1436, 1981]
quote-mark-icon: “	[1070, 1167, 1093, 1202]
reaction-quote	[1070, 625, 1436, 736]
dateline: ନୂଆଦିଲ୍ଲୀ, ୧।୨	[81, 1899, 165, 1914]
reaction-quote	[1070, 1877, 1436, 1981]
registration-mark	[572, 2504, 598, 2518]
quote-mark-icon: “	[1070, 1644, 1093, 1678]
rajnath-photo	[1338, 1760, 1436, 1859]
article-subheadline: ସବୁ ଗାଁକୁ ଅପ୍ଟିକାଲ ଫାଇବରରେ ଯୋଡ଼ାଯିବ	[562, 1749, 799, 1850]
reactions-column	[1051, 166, 1456, 2005]
rahul-gandhi-photo	[1338, 339, 1436, 438]
quote-mark-icon: “	[1070, 748, 1093, 782]
quote-text: ୨୦୨୨-୨୩ ବର୍ଷ ଲାଗି ଅଣାଯାଇଥିବା ବଜେଟ ଦିଶାହୀନ। ଏଥିରେ ଚାଷୀଙ୍କ ପାଇଁ କୌଣସି ସୁବିଧା ନାହିଁ। ୨୦୨୨ରେ ଚାଷୀଙ୍କ ଆୟ ଦୁଇଗୁଣା କରିବା ପ୍ରତିଶ୍ରୁତି ସମ୍ପର୍କରେ ବଜେଟ ନୀରବ।	[1070, 1529, 1330, 1600]
article-headline: ଗ୍ରାମାଞ୍ଚଳ ଇ-ସେବାକୁ ଗୁରୁତ୍ୱ	[32, 1757, 407, 1880]
